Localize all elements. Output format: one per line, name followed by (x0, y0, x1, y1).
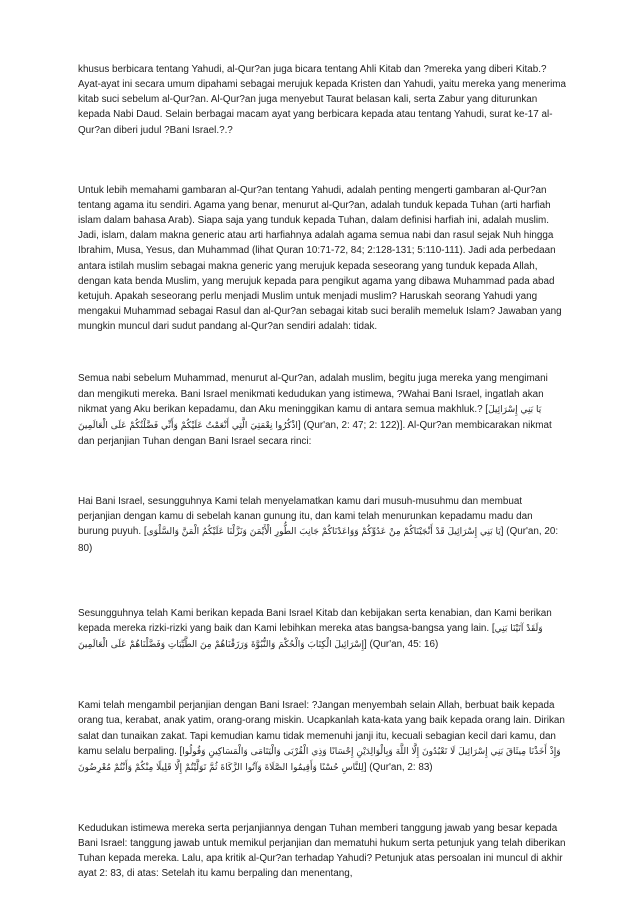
arabic-verse: يَا بَنِي إِسْرَائِيلَ اذْكُرُوا نِعْمَتِيَ الَّتِي أَنْعَمْتُ عَلَيْكُمْ وَأَنِّي فَضَّلْتُكُمْ عَلَى الْعَالَمِينَ (78, 404, 542, 431)
paragraph-gap (78, 138, 566, 183)
paragraph-gambaran-agama: Untuk lebih memahami gambaran al-Qur?an tentang Yahudi, adalah penting mengerti gambaran al-Qur?an tentang agama itu sendiri. Agama yang benar, menurut al-Qur?an, adalah tunduk kepada Tuhan (arti harfiah islam dalam bahasa Arab). Siapa saja yang tunduk kepada Tuhan, dalam definisi harfiah ini, adalah muslim. Jadi, islam, dalam makna generic atau arti harfiahnya adalah agama semua nabi dan rasul sejak Nuh hingga Ibrahim, Musa, Yesus, dan Muhammad (lihat Quran 10:71-72, 84; 2:128-131; 5:110-111). Jadi ada perbedaan antara istilah muslim sebagai makna generic yang merujuk kepada seseorang yang tunduk kepada Allah, dengan kata benda Muslim, yang merujuk kepada para pengikut agama yang dibawa Muhammad pada abad ketujuh. Apakah seseorang perlu menjadi Muslim untuk menjadi muslim? Haruskah seorang Yahudi yang mengakui Muhammad sebagai Rasul dan al-Qur?an sebagai kitab suci beralih memeluk Islam? Jawaban yang mungkin muncul dari sudut pandang al-Qur?an sendiri adalah: tidak. (78, 184, 562, 333)
paragraph-quote-2-83 (78, 698, 566, 776)
arabic-verse: يَا بَنِي إِسْرَائِيلَ قَدْ أَنْجَيْنَاكُمْ مِنْ عَدُوِّكُمْ وَوَاعَدْنَاكُمْ جَانِبَ الطُّورِ الْأَيْمَنَ وَنَزَّلْنَا عَلَيْكُمُ الْمَنَّ وَالسَّلْوَى (146, 527, 501, 538)
paragraph-text: Kami telah mengambil perjanjian dengan Bani Israel: ?Jangan menyembah selain Allah, berbuat baik kepada orang tua, kerabat, anak yatim, orang-orang miskin. Ucapkanlah kata-kata yang baik kepada orang lain. Dirikan salat dan tunaikan zakat. Tapi kemudian kamu tidak memenuhi janji itu, kecuali sebagian kecil dari kamu, dan kamu selalu berpaling. [ (78, 700, 565, 757)
paragraph-text: Hai Bani Israel, sesungguhnya Kami telah menyelamatkan kamu dari musuh-musuhmu dan membuat perjanjian dengan kamu di sebelah kanan gunung itu, dan kami telah menurunkan kepadamu madu dan burung puyuh. [ (78, 496, 533, 538)
paragraph-kedudukan-istimewa: Kedudukan istimewa mereka serta perjanjiannya dengan Tuhan memberi tanggung jawab yang besar kepada Bani Israel: tanggung jawab untuk memikul perjanjian dan mematuhi hukum serta petunjuk yang telah diberikan Tuhan kepada mereka. Lalu, apa kritik al-Qur?an terhadap Yahudi? Petunjuk atas persoalan ini muncul di akhir ayat 2: 83, di atas: Setelah itu kamu berpaling dan menentang, (78, 823, 566, 880)
paragraph-quote-45-16 (78, 606, 566, 653)
arabic-verse: وَإِذْ أَخَذْنَا مِيثَاقَ بَنِي إِسْرَائِيلَ لَا تَعْبُدُونَ إِلَّا اللَّهَ وَبِالْوَالِدَيْنِ إِحْسَانًا وَذِي الْقُرْبَى وَالْيَتَامَى وَالْمَسَاكِينِ وَقُولُوا لِلنَّاسِ حُسْنًا وَأَقِيمُوا الصَّلَاةَ وَآتُوا الزَّكَاةَ ثُمَّ تَوَلَّيْتُمْ إِلَّا قَلِيلًا مِنْكُمْ وَأَنْتُمْ مُعْرِضُونَ (78, 746, 561, 773)
citation: ] (Qur'an, 20: 80) (78, 526, 559, 554)
citation: ] (Qur'an, 45: 16) (363, 639, 439, 651)
citation: ] (Qur'an, 2: 47; 2: 122)]. Al-Qur?an membicarakan nikmat dan perjanjian Tuhan dengan Bani Israel secara rinci: (78, 419, 552, 447)
paragraph-gap (78, 449, 566, 494)
paragraph-nabi-muslim (78, 371, 566, 449)
paragraph-quote-20-80 (78, 494, 566, 556)
paragraph-gap (78, 334, 566, 371)
arabic-verse: وَلَقَدْ آتَيْنَا بَنِي إِسْرَائِيلَ الْكِتَابَ وَالْحُكْمَ وَالنُّبُوَّةَ وَرَزَقْنَاهُمْ مِنَ الطَّيِّبَاتِ وَفَضَّلْنَاهُمْ عَلَى الْعَالَمِينَ (78, 623, 543, 651)
paragraph-gap (78, 776, 566, 821)
paragraph-gap (78, 653, 566, 698)
paragraph-text: Sesungguhnya telah Kami berikan kepada Bani Israel Kitab dan kebijakan serta kenabian, dan Kami berikan kepada mereka rizki-rizki yang baik dan Kami lebihkan mereka atas bangsa-bangsa yang lain. [ (78, 607, 552, 634)
paragraph-gap (78, 556, 566, 606)
paragraph-text: Semua nabi sebelum Muhammad, menurut al-Qur?an, adalah muslim, begitu juga mereka yang mengimani dan mengikuti mereka. Bani Israel menikmati kedudukan yang istimewa, ?Wahai Bani Israel, ingatlah akan nikmat yang Aku berikan kepadamu, dan Aku meninggikan kamu di antara semua makhluk.? [ (78, 373, 548, 415)
paragraph-ahli-kitab: khusus berbicara tentang Yahudi, al-Qur?an juga bicara tentang Ahli Kitab dan ?mereka yang diberi Kitab.? Ayat-ayat ini secara umum dipahami sebagai merujuk kepada Kristen dan Yahudi, yaitu mereka yang menerima kitab suci sebelum al-Qur?an. Al-Qur?an juga menyebut Taurat belasan kali, serta Zabur yang diturunkan kepada Nabi Daud. Selain berbagai macam ayat yang berbicara kepada atau tentang Yahudi, surat ke-17 al-Qur?an diberi judul ?Bani Israel.?.? (78, 64, 566, 136)
citation: ] (Qur'an, 2: 83) (363, 761, 433, 773)
document-page (78, 62, 566, 882)
